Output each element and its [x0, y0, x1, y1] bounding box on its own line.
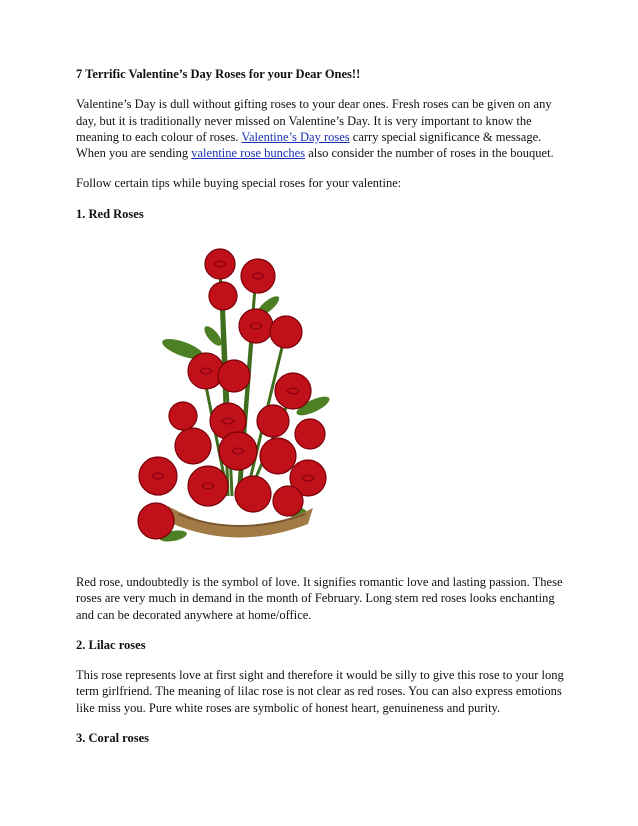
- intro-paragraph: [76, 96, 566, 161]
- lilac-roses-paragraph: This rose represents love at first sight and therefore it would be silly to give this rose to your long term girlfriend. The meaning of lilac rose is not clear as red roses. You can also express emotions like miss you. Pure white roses are symbolic of honest heart, genuineness and purity.: [76, 668, 564, 715]
- section-heading-lilac-roses: 2. Lilac roses: [76, 637, 146, 652]
- section-heading-red-roses: 1. Red Roses: [76, 206, 144, 221]
- valentine-rose-bunches-link[interactable]: valentine rose bunches: [191, 146, 306, 161]
- intro-text-2: carry special significance & message. When you are sending: [76, 129, 542, 161]
- section-heading-coral-roses: 3. Coral roses: [76, 731, 150, 746]
- intro-text-1: Valentine’s Day is dull without gifting roses to your dear ones. Fresh roses can be given on any day, but it is traditionally never missed on Valentine’s Day. It is very important to know the meaning to each colour of roses.: [76, 97, 552, 144]
- red-rose-bouquet-image: [128, 246, 348, 556]
- red-roses-paragraph: Red rose, undoubtedly is the symbol of love. It signifies romantic love and lasting passion. These roses are very much in demand in the month of February. Long stem red roses looks enchanting and can be decorated anywhere at home/office.: [76, 575, 563, 622]
- valentines-day-roses-link[interactable]: Valentine’s Day roses: [241, 129, 350, 144]
- document-body-continued: [76, 574, 566, 760]
- tips-paragraph: Follow certain tips while buying special roses for your valentine:: [76, 176, 402, 191]
- page-title: 7 Terrific Valentine’s Day Roses for your Dear Ones!!: [76, 67, 361, 81]
- intro-text-3: also consider the number of roses in the bouquet.: [305, 146, 554, 161]
- document-body: [76, 66, 566, 236]
